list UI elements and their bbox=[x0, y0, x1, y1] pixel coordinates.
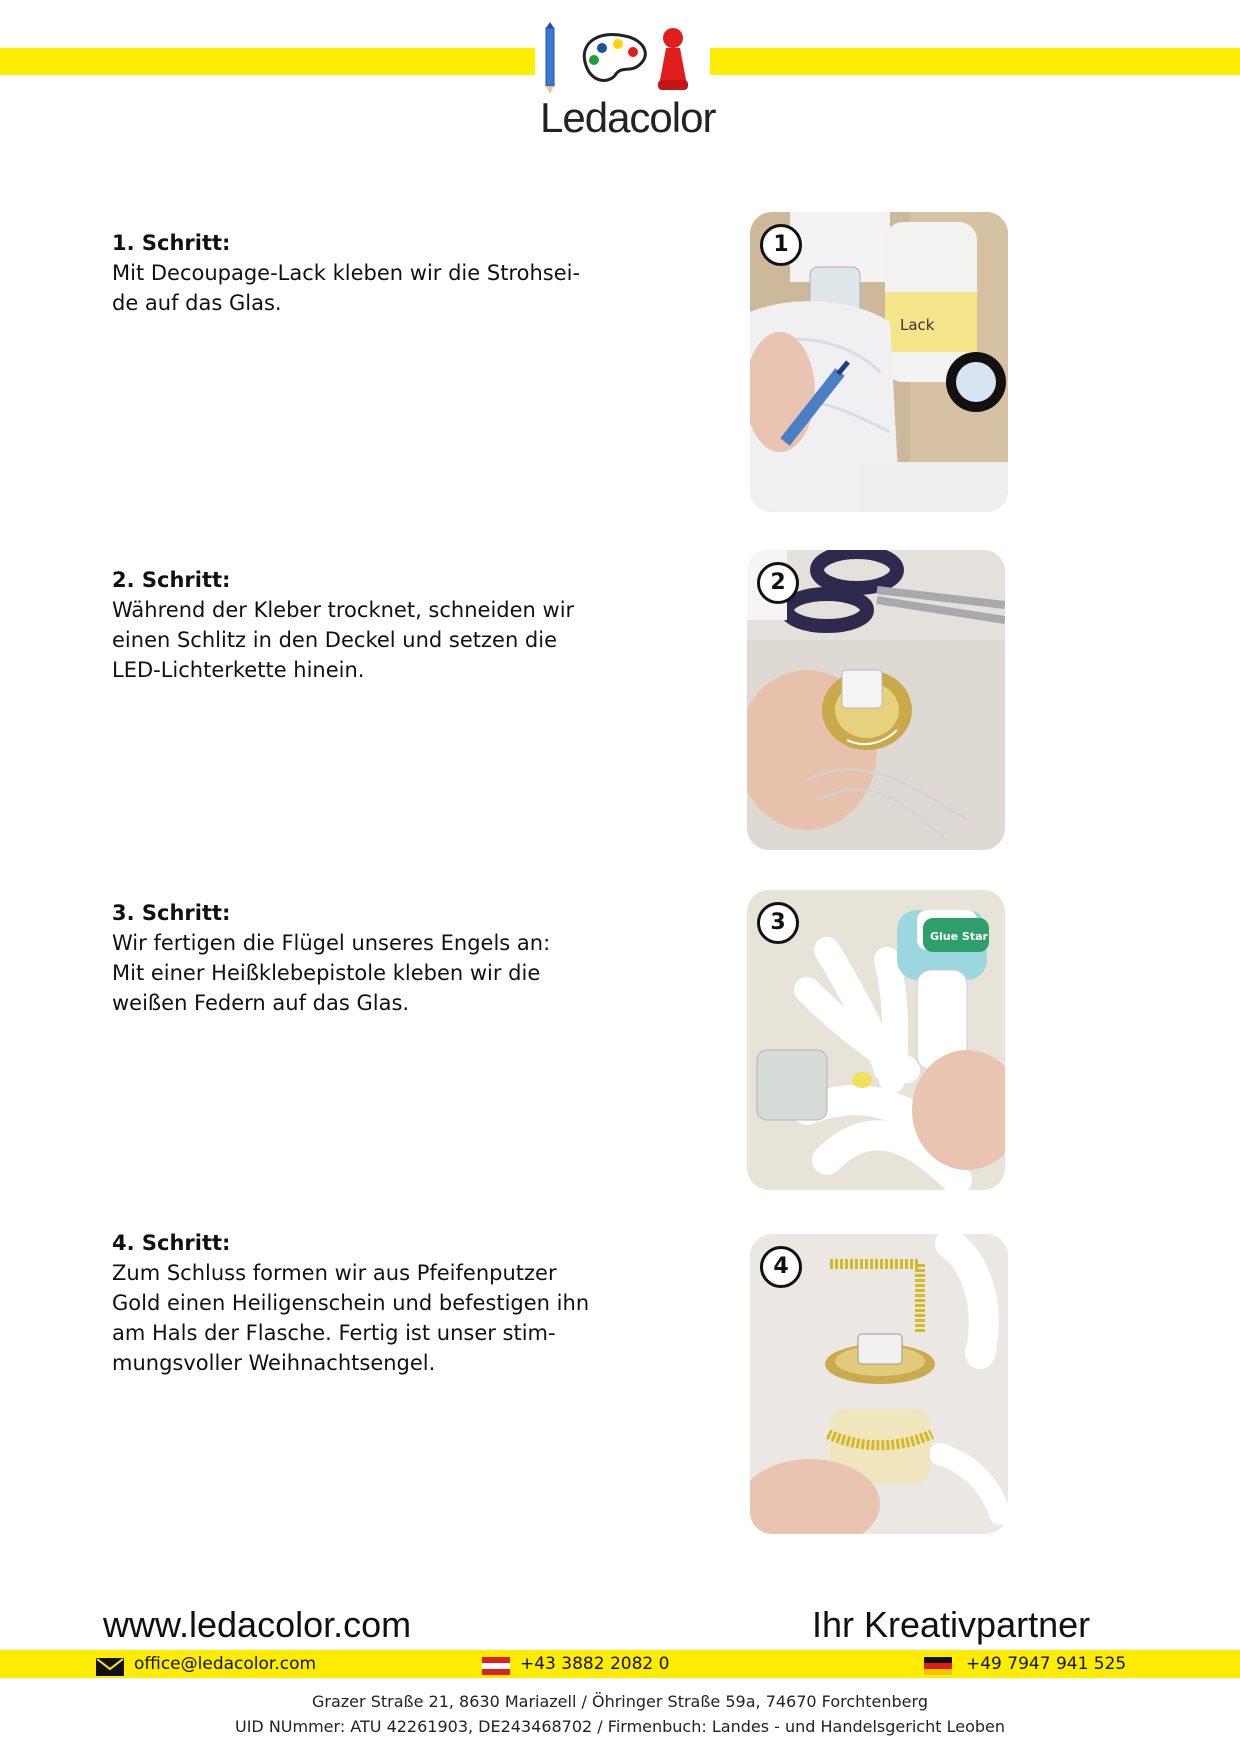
envelope-icon bbox=[96, 1658, 124, 1676]
step-title: 4. Schritt: bbox=[112, 1231, 231, 1255]
logo-icons bbox=[540, 22, 710, 94]
step-3-photo bbox=[747, 890, 1005, 1190]
step-2-photo bbox=[747, 550, 1005, 850]
step-4 bbox=[112, 1228, 612, 1378]
step-badge: 2 bbox=[757, 562, 799, 604]
step-1 bbox=[112, 228, 612, 318]
step-badge: 4 bbox=[760, 1246, 802, 1288]
step-title: 1. Schritt: bbox=[112, 231, 231, 255]
step-3 bbox=[112, 898, 612, 1018]
website-link[interactable]: www.ledacolor.com bbox=[103, 1604, 412, 1645]
step-text: Wir fertigen die Flügel unseres Engels an: Mit einer Heißklebepistole kleben wir die weißen Federn auf das Glas. bbox=[112, 931, 551, 1015]
step-badge: 1 bbox=[760, 224, 802, 266]
austria-flag-icon bbox=[482, 1657, 510, 1675]
step-text: Zum Schluss formen wir aus Pfeifenputzer Gold einen Heiligenschein und befestigen ihn am Hals der Flasche. Fertig ist unser stim- mungsvoller Weihnachtsengel. bbox=[112, 1261, 590, 1375]
step-title: 2. Schritt: bbox=[112, 568, 231, 592]
palette-icon bbox=[584, 34, 645, 80]
step-title: 3. Schritt: bbox=[112, 901, 231, 925]
pencil-icon bbox=[546, 22, 554, 94]
step-4-photo bbox=[750, 1234, 1008, 1534]
germany-flag-icon bbox=[924, 1657, 952, 1675]
glue-label: Glue Star bbox=[930, 930, 988, 943]
lack-label: Lack bbox=[900, 316, 935, 334]
step-badge: 3 bbox=[757, 902, 799, 944]
address: Grazer Straße 21, 8630 Mariazell / Öhringer Straße 59a, 74670 Forchtenberg bbox=[312, 1692, 928, 1711]
legal-info: UID NUmmer: ATU 42261903, DE243468702 / Firmenbuch: Landes - und Handelsgericht Leoben bbox=[234, 1717, 1005, 1736]
phone-germany[interactable]: +49 7947 941 525 bbox=[966, 1654, 1127, 1674]
step-2 bbox=[112, 565, 612, 685]
phone-austria[interactable]: +43 3882 2082 0 bbox=[520, 1654, 670, 1674]
brand-name: Ledacolor bbox=[540, 94, 716, 141]
slogan: Ihr Kreativpartner bbox=[812, 1604, 1091, 1645]
step-text: Während der Kleber trocknet, schneiden wir einen Schlitz in den Deckel und setzen die LED-Lichterkette hinein. bbox=[112, 598, 575, 682]
email-link[interactable]: office@ledacolor.com bbox=[134, 1654, 317, 1674]
step-text: Mit Decoupage-Lack kleben wir die Strohsei- de auf das Glas. bbox=[112, 261, 581, 315]
step-1-photo bbox=[750, 212, 1008, 512]
game-piece-icon bbox=[658, 28, 688, 90]
